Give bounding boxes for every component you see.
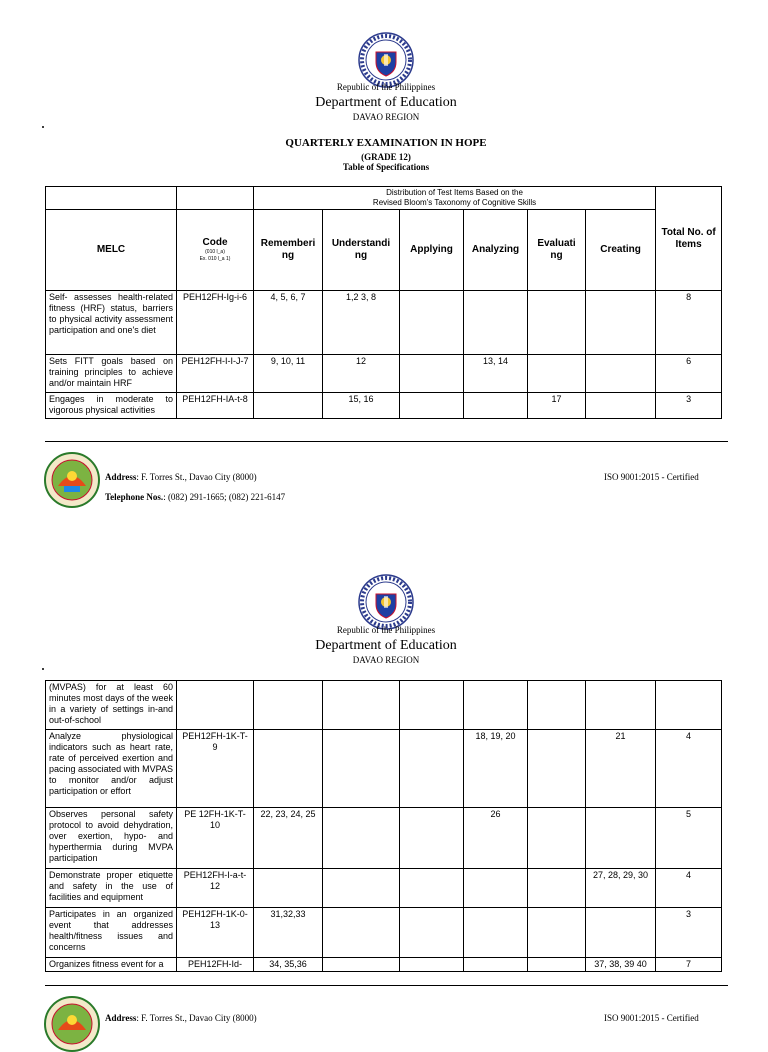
cell-eva: 17 — [528, 393, 586, 419]
code-header — [177, 210, 254, 291]
cell-ana — [464, 393, 528, 419]
tos-subtitle: Table of Specifications — [342, 162, 430, 172]
cell-total: 4 — [656, 730, 722, 808]
department-title: Department of Education — [315, 638, 457, 653]
cell-total: 4 — [656, 869, 722, 908]
header-empty-cell — [177, 187, 254, 210]
cell-ana: 18, 19, 20 — [464, 730, 528, 808]
header-empty-cell — [46, 187, 177, 210]
cell-rem: 31,32,33 — [254, 908, 323, 958]
cell-melc: Demonstrate proper etiquette and safety in the use of facilities and equipment — [46, 869, 177, 908]
cell-rem — [254, 393, 323, 419]
cell-total: 8 — [656, 291, 722, 355]
deped-seal-icon — [358, 574, 414, 630]
stray-dot — [42, 668, 44, 670]
cell-cre: 37, 38, 39 40 — [586, 958, 656, 972]
cell-code — [177, 681, 254, 730]
cell-eva — [528, 730, 586, 808]
cell-melc: Organizes fitness event for a — [46, 958, 177, 972]
table-row — [46, 958, 722, 972]
iso-certified: ISO 9001:2015 - Certified — [604, 1013, 699, 1023]
cell-app — [400, 808, 464, 869]
cell-rem — [254, 681, 323, 730]
applying-header: Applying — [400, 210, 464, 291]
address-label: Address — [105, 472, 137, 482]
cell-eva — [528, 291, 586, 355]
cell-cre — [586, 291, 656, 355]
remembering-header: Rememberi ng — [254, 210, 323, 291]
cell-total: 3 — [656, 908, 722, 958]
cell-ana: 26 — [464, 808, 528, 869]
analyzing-header: Analyzing — [464, 210, 528, 291]
address-line — [105, 1013, 257, 1023]
table-row — [46, 291, 722, 355]
address-label: Address — [105, 1013, 137, 1023]
cell-code: PEH12FH-Ig-i-6 — [177, 291, 254, 355]
cell-melc: Engages in moderate to vigorous physical activities — [46, 393, 177, 419]
regional-seal-icon — [44, 996, 100, 1052]
cell-und — [323, 869, 400, 908]
cell-melc: Analyze physiological indicators such as heart rate, rate of perceived exertion and pacing associated with MVPAS to monitor and/or adjust participation or effort — [46, 730, 177, 808]
cell-ana — [464, 681, 528, 730]
deped-seal-icon — [358, 32, 414, 88]
tos-table-page1 — [45, 186, 722, 419]
cell-und: 15, 16 — [323, 393, 400, 419]
cell-app — [400, 355, 464, 393]
table-row — [46, 908, 722, 958]
code-header-label: Code — [202, 237, 228, 248]
cell-und — [323, 908, 400, 958]
address-value: : F. Torres St., Davao City (8000) — [136, 472, 257, 482]
region-text: DAVAO REGION — [352, 112, 420, 122]
cell-eva — [528, 681, 586, 730]
cell-cre — [586, 808, 656, 869]
cell-app — [400, 958, 464, 972]
cell-melc: (MVPAS) for at least 60 minutes most days of the week in a variety of settings in-and out-of-school — [46, 681, 177, 730]
regional-seal-icon — [44, 452, 100, 508]
cell-melc: Self- assesses health-related fitness (HRF) status, barriers to physical activity assessment participation and one's diet — [46, 291, 177, 355]
telephone-value: : (082) 291-1665; (082) 221-6147 — [163, 492, 286, 502]
cell-ana — [464, 291, 528, 355]
cell-rem: 4, 5, 6, 7 — [254, 291, 323, 355]
cell-cre — [586, 908, 656, 958]
cell-rem: 9, 10, 11 — [254, 355, 323, 393]
table-row — [46, 355, 722, 393]
creating-header: Creating — [586, 210, 656, 291]
cell-rem — [254, 730, 323, 808]
cell-und: 12 — [323, 355, 400, 393]
cell-code: PE 12FH-1K-T-10 — [177, 808, 254, 869]
cell-und: 1,2 3, 8 — [323, 291, 400, 355]
address-line — [105, 472, 257, 482]
code-note-2: Ex. 010 l_a 1) — [199, 256, 231, 262]
table-row — [46, 808, 722, 869]
cell-melc: Observes personal safety protocol to avoid dehydration, over exertion, hypo- and hyperthermia during MVPA participation — [46, 808, 177, 869]
cell-code: PEH12FH-I-a-t- 12 — [177, 869, 254, 908]
footer-divider — [45, 441, 728, 442]
republic-text: Republic of the Philippines — [336, 625, 436, 635]
address-value: : F. Torres St., Davao City (8000) — [136, 1013, 257, 1023]
cell-und — [323, 808, 400, 869]
cell-code: PEH12FH-1K-T-9 — [177, 730, 254, 808]
cell-app — [400, 908, 464, 958]
distribution-text: Distribution of Test Items Based on the — [386, 188, 523, 197]
telephone-label: Telephone Nos. — [105, 492, 164, 502]
cell-ana: 13, 14 — [464, 355, 528, 393]
cell-eva — [528, 908, 586, 958]
cell-app — [400, 730, 464, 808]
telephone-line — [105, 492, 285, 502]
total-header: Total No. of Items — [656, 187, 722, 291]
cell-eva — [528, 869, 586, 908]
distribution-header — [254, 187, 656, 210]
cell-code: PEH12FH-I-I-J-7 — [177, 355, 254, 393]
cell-eva — [528, 958, 586, 972]
table-row — [46, 681, 722, 730]
table-row — [46, 393, 722, 419]
cell-melc: Participates in an organized event that addresses health/fitness issues and concerns — [46, 908, 177, 958]
cell-app — [400, 869, 464, 908]
stray-dot — [42, 126, 44, 128]
grade-text: (GRADE 12) — [361, 152, 411, 162]
cell-rem — [254, 869, 323, 908]
cell-total: 6 — [656, 355, 722, 393]
cell-rem: 34, 35,36 — [254, 958, 323, 972]
melc-header: MELC — [46, 210, 177, 291]
cell-ana — [464, 958, 528, 972]
cell-total: 5 — [656, 808, 722, 869]
cell-melc: Sets FITT goals based on training principles to achieve and/or maintain HRF — [46, 355, 177, 393]
cell-und — [323, 681, 400, 730]
cell-eva — [528, 355, 586, 393]
cell-cre — [586, 681, 656, 730]
cell-ana — [464, 869, 528, 908]
cell-code: PEH12FH-1K-0-13 — [177, 908, 254, 958]
cell-code: PEH12FH-Id- — [177, 958, 254, 972]
cell-total — [656, 681, 722, 730]
code-note-1: (010 l_a) — [205, 249, 225, 255]
cell-cre — [586, 393, 656, 419]
region-text: DAVAO REGION — [352, 655, 420, 665]
cell-total: 3 — [656, 393, 722, 419]
cell-und — [323, 958, 400, 972]
table-row — [46, 869, 722, 908]
cell-und — [323, 730, 400, 808]
iso-certified: ISO 9001:2015 - Certified — [604, 472, 699, 482]
cell-eva — [528, 808, 586, 869]
cell-cre: 21 — [586, 730, 656, 808]
department-title: Department of Education — [315, 95, 457, 110]
exam-title: QUARTERLY EXAMINATION IN HOPE — [285, 137, 487, 149]
republic-text: Republic of the Philippines — [336, 82, 436, 92]
cell-code: PEH12FH-IA-t-8 — [177, 393, 254, 419]
taxonomy-text: Revised Bloom's Taxonomy of Cognitive Skills — [372, 198, 537, 207]
cell-ana — [464, 908, 528, 958]
cell-rem: 22, 23, 24, 25 — [254, 808, 323, 869]
cell-app — [400, 291, 464, 355]
tos-table-page2 — [45, 680, 722, 972]
table-row — [46, 730, 722, 808]
cell-app — [400, 393, 464, 419]
evaluating-header: Evaluati ng — [528, 210, 586, 291]
understanding-header: Understandi ng — [323, 210, 400, 291]
footer-divider — [45, 985, 728, 986]
cell-cre: 27, 28, 29, 30 — [586, 869, 656, 908]
cell-total: 7 — [656, 958, 722, 972]
cell-app — [400, 681, 464, 730]
cell-cre — [586, 355, 656, 393]
